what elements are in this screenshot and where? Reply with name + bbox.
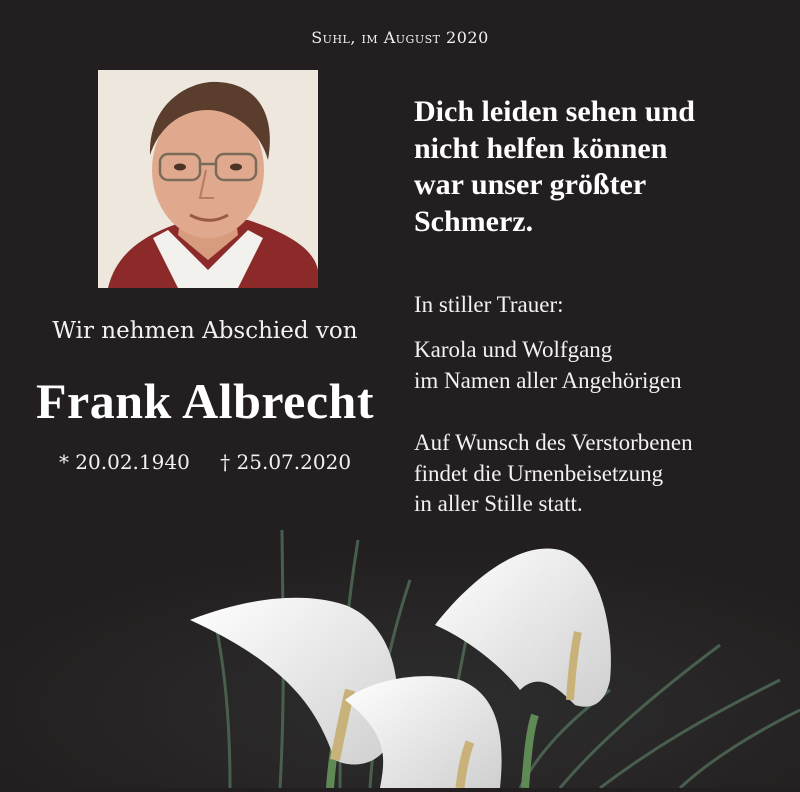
quote-line: Schmerz.: [414, 204, 534, 238]
mourners-line: im Namen aller Angehörigen: [414, 367, 682, 393]
quote-line: nicht helfen können: [414, 131, 668, 165]
memorial-quote: [414, 94, 784, 240]
calla-lily-image: [0, 520, 800, 788]
mourners-names: [414, 335, 794, 396]
quote-line: Dich leiden sehen und: [414, 95, 695, 128]
mourners-heading: In stiller Trauer:: [414, 292, 564, 317]
place-date-header: Suhl, im August 2020: [311, 28, 489, 47]
deceased-name: Frank Albrecht: [35, 373, 375, 429]
mourners-block: [414, 290, 794, 321]
birth-date: * 20.02.1940: [58, 450, 190, 474]
death-date: † 25.07.2020: [220, 450, 352, 474]
notice-line: Auf Wunsch des Verstorbenen: [414, 430, 693, 455]
burial-notice: [414, 428, 794, 520]
notice-line: findet die Urnenbeisetzung: [414, 460, 664, 486]
quote-line: war unser größter: [414, 168, 647, 202]
mourners-line: Karola und Wolfgang: [414, 337, 613, 362]
notice-line: in aller Stille statt.: [414, 491, 583, 517]
life-dates: [0, 450, 410, 474]
portrait-photo: [98, 70, 318, 288]
farewell-text: Wir nehmen Abschied von: [52, 318, 358, 344]
